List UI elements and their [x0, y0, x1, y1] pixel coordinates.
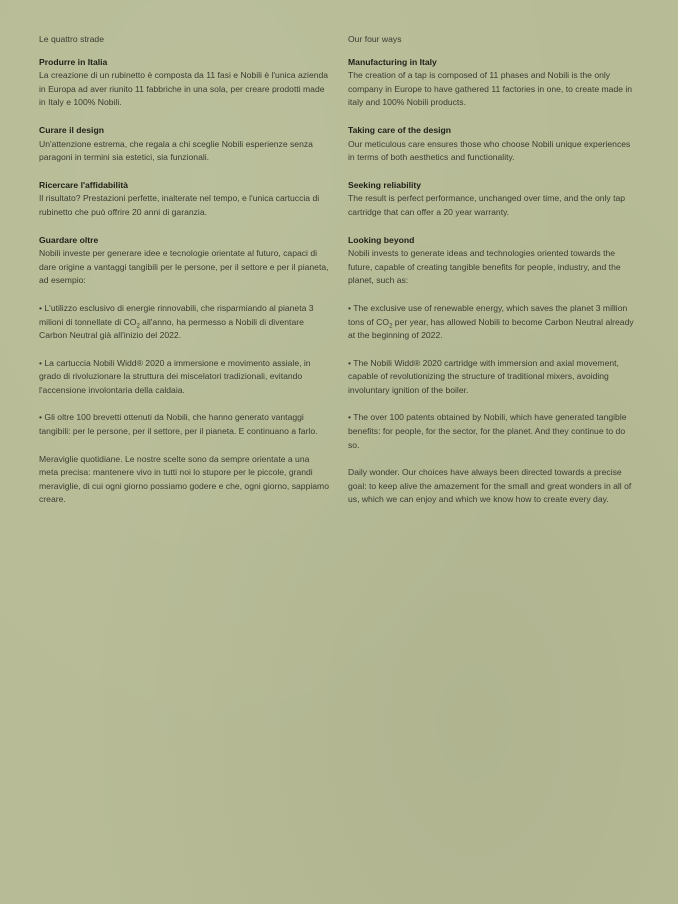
english-bullet-patents: • The over 100 patents obtained by Nobili, which have generated tangible benefits: for people, for the sector, for the planet. And they continue to do so.	[348, 412, 627, 450]
italian-section-heading: Produrre in Italia	[39, 56, 108, 67]
english-section-heading: Manufacturing in Italy	[348, 56, 437, 67]
italian-bullet-patents: • Gli oltre 100 brevetti ottenuti da Nobili, che hanno generato vantaggi tangibili: per le persone, per il settore, per il pianeta. E continuano a farlo.	[39, 412, 318, 437]
italian-column	[39, 33, 329, 507]
italian-section-affidabilita	[39, 179, 329, 220]
italian-section-design	[39, 124, 329, 165]
italian-bullet-cartridge: • La cartuccia Nobili Widd® 2020 a immersione e movimento assiale, in grado di rivoluzionare la struttura dei miscelatori tradizionali, evitando l'accensione involontaria della caldaia.	[39, 357, 311, 395]
italian-intro: Le quattro strade	[39, 34, 104, 44]
italian-bullet-renewable	[39, 302, 329, 343]
english-section-reliability	[348, 179, 638, 220]
bullet-text: • L'utilizzo esclusivo di energie rinnovabili, che risparmiando al pianeta 3 milioni di tonnellate di CO	[39, 302, 314, 327]
english-section-beyond	[348, 234, 638, 288]
italian-closing: Meraviglie quotidiane. Le nostre scelte sono da sempre orientate a una meta precisa: mantenere vivo in tutti noi lo stupore per le piccole, grandi meraviglie, di cui ogni giorno possiamo godere e che, ogni giorno, sappiamo creare.	[39, 453, 329, 505]
english-section-design	[348, 124, 638, 165]
italian-section-body: Il risultato? Prestazioni perfette, inalterate nel tempo, e l'unica cartuccia di rubinetto che può offrire 20 anni di garanzia.	[39, 193, 320, 217]
english-bullet-cartridge: • The Nobili Widd® 2020 cartridge with immersion and axial movement, capable of revolutionizing the structure of traditional mixers, avoiding involuntary ignition of the boiler.	[348, 357, 619, 395]
italian-section-body: Un'attenzione estrema, che regala a chi sceglie Nobili esperienze senza paragoni in termini sia estetici, sia funzionali.	[39, 138, 313, 163]
italian-section-body: La creazione di un rubinetto è composta da 11 fasi e Nobili è l'unica azienda in Europa ad aver riunito 11 fabbriche in una sola, per creare prodotti made in Italy e 100% Nobili.	[39, 70, 329, 108]
italian-section-oltre	[39, 234, 329, 288]
italian-section-heading: Ricercare l'affidabilità	[39, 179, 128, 190]
bullet-text: • The exclusive use of renewable energy, which saves the planet 3 million tons of CO	[348, 302, 628, 327]
italian-section-produrre	[39, 56, 329, 110]
italian-section-body: Nobili investe per generare idee e tecnologie orientate al futuro, capaci di dare origine a vantaggi tangibili per le persone, per il settore e per il pianeta, ad esempio:	[39, 248, 329, 286]
english-column	[348, 33, 638, 507]
english-section-body: Our meticulous care ensures those who choose Nobili unique experiences in terms of both aesthetics and functionality.	[348, 138, 631, 163]
bullet-text: per year, has allowed Nobili to become Carbon Neutral already at the beginning of 2022.	[348, 316, 634, 341]
english-section-body: The creation of a tap is composed of 11 phases and Nobili is the only company in Europe to have gathered 11 factories in one, to create made in italy and 100% Nobili products.	[348, 70, 633, 108]
italian-section-heading: Curare il design	[39, 124, 104, 135]
english-section-heading: Looking beyond	[348, 234, 415, 245]
english-closing: Daily wonder. Our choices have always been directed towards a precise goal: to keep alive the amazement for the small and great wonders in all of us, which we can enjoy and which we know how to create every day.	[348, 467, 632, 505]
english-section-manufacturing	[348, 56, 638, 110]
english-section-heading: Seeking reliability	[348, 179, 422, 190]
bullet-text: all'anno, ha permesso a Nobili di diventare Carbon Neutral già all'inizio del 2022.	[39, 316, 304, 341]
english-section-body: The result is perfect performance, unchanged over time, and the only tap cartridge that can offer a 20 year warranty.	[348, 193, 626, 217]
english-section-body: Nobili invests to generate ideas and technologies oriented towards the future, capable of creating tangible benefits for people, industry, and the planet, such as:	[348, 248, 621, 286]
english-bullet-renewable	[348, 302, 638, 343]
italian-section-heading: Guardare oltre	[39, 234, 99, 245]
subscript: 2	[136, 323, 140, 330]
english-intro: Our four ways	[348, 34, 402, 44]
subscript: 2	[389, 323, 393, 330]
english-section-heading: Taking care of the design	[348, 124, 451, 135]
